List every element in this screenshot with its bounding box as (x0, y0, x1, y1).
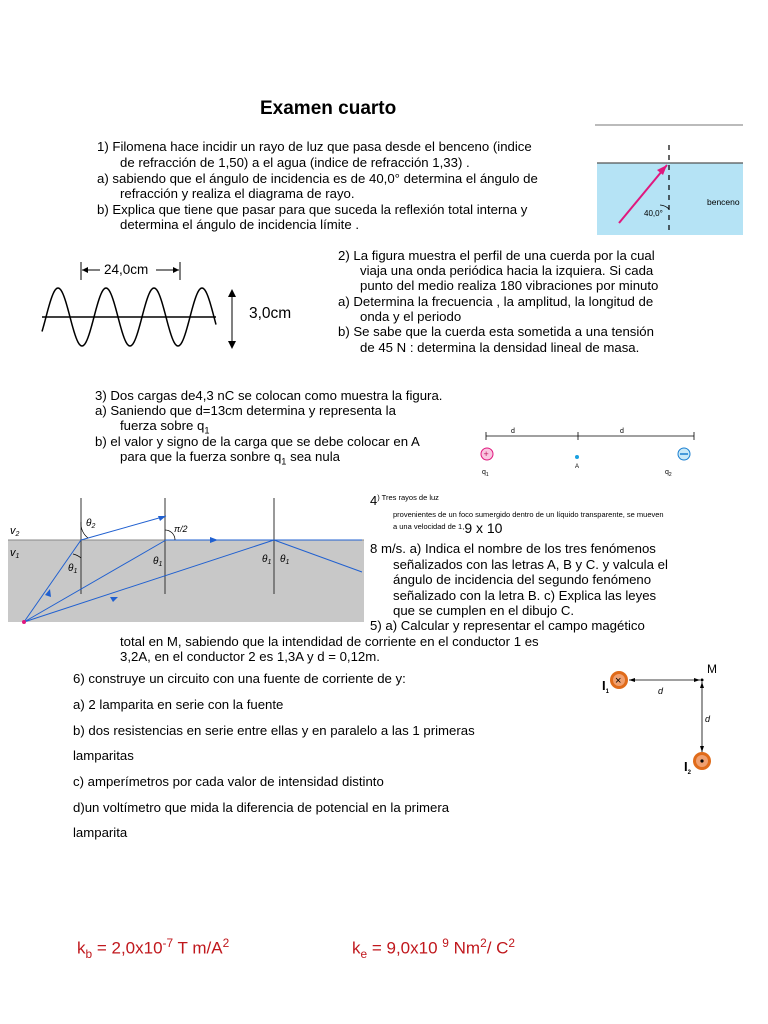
q6-part-d: d)un voltímetro que mida la diferencia de potencial en la primera (73, 800, 450, 815)
q3-part-b: para que la fuerza sonbre $q_1$ sea nula (120, 449, 340, 467)
distance-label: d (658, 686, 664, 696)
distance-label: d (511, 428, 515, 435)
conductors-figure (598, 656, 728, 774)
q3-part-a: fuerza sobre $q_1$ (120, 418, 210, 436)
medium-label: benceno (707, 197, 740, 207)
q6-part-b: b) dos resistencias en serie entre ellas y en paralelo a las 1 primeras (73, 723, 475, 738)
q6-line: 6) construye un circuito con una fuente de corriente de y: (73, 671, 406, 686)
svg-text:×: × (615, 675, 622, 687)
q6-part-d: lamparita (73, 825, 128, 840)
arrow-left-icon (82, 267, 88, 273)
q5-line: total en M, sabiendo que la intendidad de corriente en el conductor 1 es (120, 634, 539, 649)
q2-line: 2) La figura muestra el perfil de una cuerda por la cual (338, 248, 655, 263)
point-a-marker (575, 455, 579, 459)
refraction-figure (593, 123, 745, 237)
q4-line: 8 m/s. a) Indica el nombre de los tres fenómenos (370, 541, 656, 556)
magnetic-constant: $k_b = 2,0x10^{-7}$ T $m/A^2$ (77, 936, 230, 962)
theta2-label: $\theta_2$ (86, 518, 96, 530)
distance-label: d (705, 714, 711, 724)
q4-line: $4^{) Tres rayos de luz}$ (370, 493, 439, 508)
q3-part-b: b) el valor y signo de la carga que se debe colocar en A (95, 434, 420, 449)
a-label: A (575, 464, 580, 470)
q4-line: ángulo de incidencia del segundo fenómeno (393, 572, 652, 587)
q4-line: que se cumplen en el dibujo C. (393, 603, 575, 618)
q2-part-a: a) Determina la frecuencia , la amplitud, la longitud de (338, 294, 654, 309)
q2-label: $q_2$ (665, 469, 672, 478)
q4-line: señalizado con la letra B. c) Explica las leyes (393, 588, 657, 603)
three-rays-figure (0, 494, 365, 626)
q2-part-b: b) Se sabe que la cuerda esta sometida a una tensión (338, 324, 654, 339)
q2-line: punto del medio realiza 180 vibraciones por minuto (360, 278, 659, 293)
i1-label: $I_1$ (602, 678, 609, 695)
q3-line: 3) Dos cargas de4,3 nC se colocan como muestra la figura. (95, 388, 443, 403)
amplitude-label: 3,0cm (249, 305, 292, 322)
q1-part-a: refracción y realiza el diagrama de rayo. (120, 186, 355, 201)
arrow-right-icon (173, 267, 179, 273)
q6-part-b: lamparitas (73, 748, 134, 763)
svg-text:+: + (483, 449, 489, 459)
q1-part-a: a) sabiendo que el ángulo de incidencia es de 40,0° determina el ángulo de (97, 171, 538, 186)
distance-label: d (620, 428, 624, 435)
v2-label: v2 (10, 525, 20, 538)
q4-line: $^{a una velocidad de 1,}$9 x 10 (393, 520, 503, 536)
i2-label: $I_2$ (684, 759, 691, 774)
theta-label: $\theta_1$ (280, 554, 290, 566)
q2-part-a: onda y el periodo (360, 309, 462, 324)
q1-label: $q_1$ (482, 469, 489, 478)
q5-line: 3,2A, en el conductor 2 es 1,3A y d = 0,12m. (120, 649, 380, 664)
theta-label: $\theta_1$ (262, 554, 272, 566)
point-m-label: M (707, 662, 717, 676)
q2-part-b: de 45 N : determina la densidad lineal de masa. (360, 340, 640, 355)
wavelength-label: 24,0cm (104, 262, 149, 277)
wave-figure (38, 256, 318, 354)
q1-line: 1) Filomena hace incidir un rayo de luz que pasa desde el benceno (indice (97, 139, 532, 154)
q1-part-b: determina el ángulo de incidencia límite . (120, 217, 359, 232)
charges-figure (478, 422, 704, 478)
arrow-up-icon (228, 289, 236, 297)
q6-part-c: c) amperímetros por cada valor de intensidad distinto (73, 774, 384, 789)
q4-line: provenientes de un foco sumergido dentro de un líquido transparente, se mueven (393, 510, 664, 519)
q1-part-b: b) Explica que tiene que pasar para que suceda la reflexión total interna y (97, 202, 528, 217)
theta1-label: $\theta_1$ (68, 563, 78, 575)
angle-label: 40,0° (644, 209, 663, 218)
q4-line: señalizados con las letras A, B y C. y valcula el (393, 557, 668, 572)
q5-line: 5) a) Calcular y representar el campo magético (370, 618, 645, 633)
q3-part-a: a) Saniendo que d=13cm determina y representa la (95, 403, 396, 418)
q6-part-a: a) 2 lamparita en serie con la fuente (73, 697, 284, 712)
q2-line: viaja una onda periódica hacia la izquiera. Si cada (360, 263, 654, 278)
q1-line: de refracción de 1,50) a el agua (indice de refracción 1,33) . (120, 155, 470, 170)
arrow-down-icon (228, 341, 236, 349)
right-angle-label: π/2 (174, 524, 188, 534)
electric-constant: $k_e = 9,0x10$ $^9$ Nm$^2$/ $C^2$ (352, 936, 516, 962)
v1-label: v1 (10, 547, 20, 560)
page-title: Examen cuarto (260, 98, 397, 119)
light-source-icon (22, 620, 26, 624)
theta1-label: $\theta_1$ (153, 556, 163, 568)
